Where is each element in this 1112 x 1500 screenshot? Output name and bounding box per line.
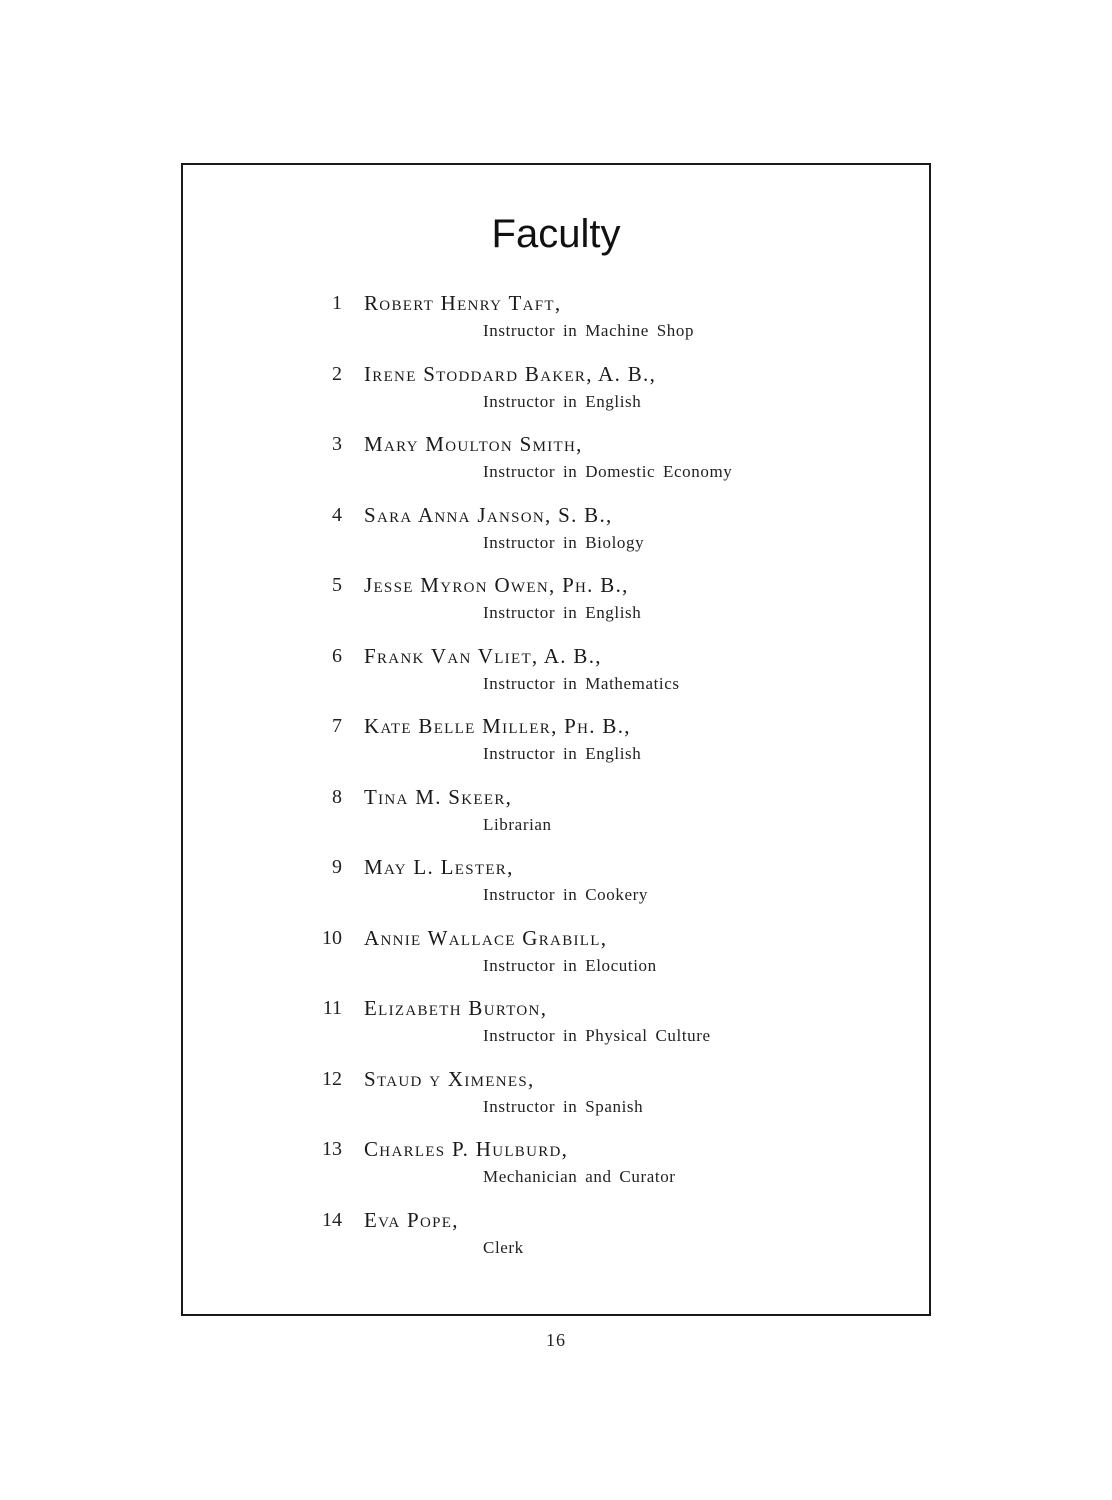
faculty-name: Jesse Myron Owen, Ph. B., (364, 573, 629, 597)
entry-number: 1 (332, 292, 342, 314)
faculty-role: Mechanician and Curator (483, 1167, 676, 1186)
faculty-entry (0, 291, 1112, 351)
faculty-role: Instructor in English (483, 391, 642, 411)
faculty-name: Kate Belle Miller, Ph. B., (364, 714, 631, 738)
faculty-role: Instructor in Cookery (483, 885, 648, 904)
faculty-entry (0, 1067, 1112, 1127)
faculty-role: Instructor in Biology (483, 532, 645, 552)
faculty-role: Instructor in Physical Culture (483, 1026, 711, 1045)
entry-number: 9 (332, 856, 342, 878)
faculty-name: Robert Henry Taft, (364, 291, 562, 315)
faculty-role: Instructor in Machine Shop (483, 321, 695, 340)
entry-number: 10 (322, 926, 342, 949)
faculty-name: Mary Moulton Smith, (364, 432, 583, 456)
faculty-name: May L. Lester, (364, 855, 514, 879)
faculty-role: Instructor in English (483, 603, 642, 622)
faculty-entry (0, 996, 1112, 1056)
faculty-name: Irene Stoddard Baker, A. B., (364, 361, 657, 386)
entry-number: 4 (332, 503, 342, 526)
faculty-entry (0, 1208, 1112, 1268)
faculty-entry (0, 714, 1112, 774)
faculty-role: Clerk (483, 1237, 524, 1257)
faculty-role: Librarian (483, 814, 552, 834)
faculty-role: Instructor in English (483, 744, 642, 763)
faculty-entry (0, 432, 1112, 492)
faculty-role: Instructor in Mathematics (483, 673, 680, 693)
faculty-entry (0, 503, 1112, 563)
entry-number: 13 (322, 1138, 342, 1160)
faculty-role: Instructor in Elocution (483, 955, 657, 975)
faculty-name: Staud y Ximenes, (364, 1066, 535, 1091)
entry-number: 5 (332, 574, 342, 596)
entry-number: 3 (332, 433, 342, 455)
faculty-name: Frank Van Vliet, A. B., (364, 643, 602, 668)
faculty-role: Instructor in Domestic Economy (483, 462, 733, 481)
faculty-name: Annie Wallace Grabill, (364, 925, 608, 950)
faculty-entry (0, 926, 1112, 986)
entry-number: 6 (332, 644, 342, 667)
entry-number: 14 (322, 1208, 342, 1231)
faculty-name: Charles P. Hulburd, (364, 1137, 569, 1161)
faculty-role: Instructor in Spanish (483, 1096, 644, 1116)
page-title: Faculty (491, 212, 621, 256)
faculty-entry (0, 644, 1112, 704)
faculty-name: Sara Anna Janson, S. B., (364, 502, 613, 527)
entry-number: 7 (332, 715, 342, 737)
entry-number: 2 (332, 362, 342, 385)
faculty-entry (0, 573, 1112, 633)
entry-number: 12 (322, 1067, 342, 1090)
faculty-entry (0, 362, 1112, 422)
page-number: 16 (546, 1330, 566, 1350)
faculty-entry (0, 855, 1112, 915)
faculty-name: Elizabeth Burton, (364, 996, 548, 1020)
entry-number: 11 (322, 997, 342, 1019)
faculty-entry (0, 1137, 1112, 1197)
entry-number: 8 (332, 785, 342, 808)
faculty-name: Tina M. Skeer, (364, 784, 513, 809)
faculty-entry (0, 785, 1112, 845)
faculty-name: Eva Pope, (364, 1207, 459, 1232)
